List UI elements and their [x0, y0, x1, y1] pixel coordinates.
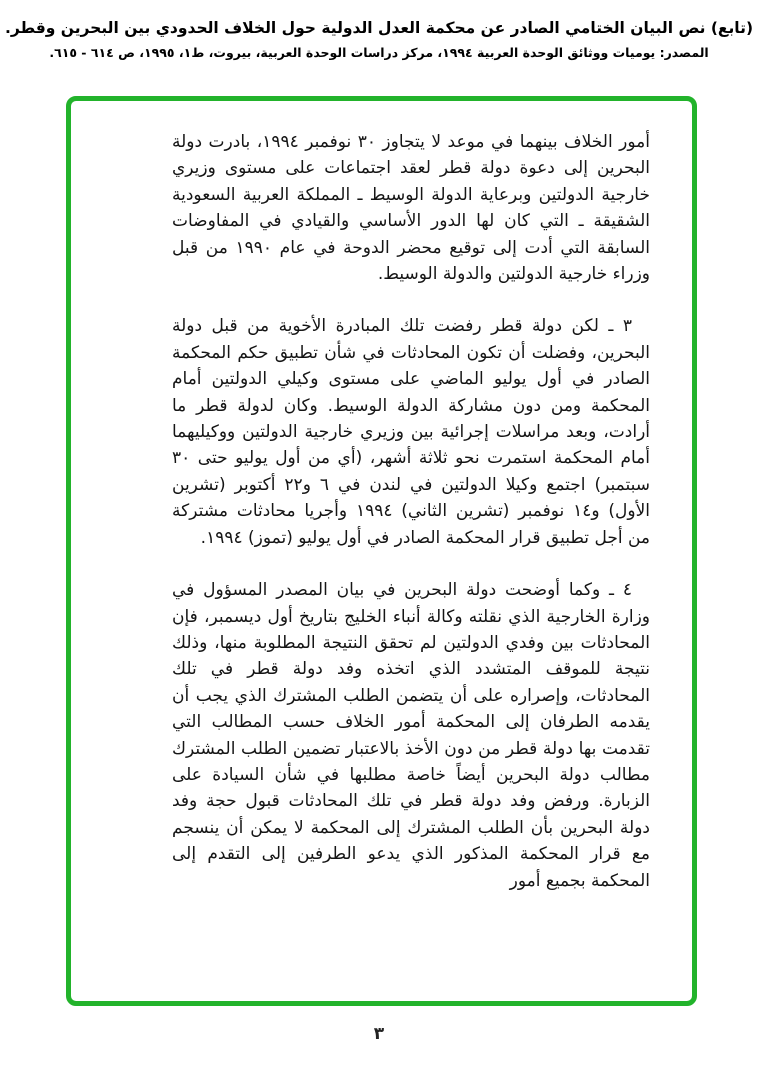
- page-header: [0, 16, 758, 60]
- document-source-citation: المصدر: يوميات ووثائق الوحدة العربية ١٩٩٤، مركز دراسات الوحدة العربية، بيروت، ط١، ١٩٩٥، ص ٦١٤ - ٦١٥.: [49, 44, 709, 60]
- paragraph-item-3: ٣ ـ لكن دولة قطر رفضت تلك المبادرة الأخوية من قبل دولة البحرين، وفضلت أن تكون المحادثات في شأن تطبيق حكم المحكمة الصادر في أول يوليو الماضي على مستوى وكيلي الدولتين أمام المحكمة ومن دون مشاركة الدولة الوسيط. وكان لدولة قطر ما أرادت، وبعد مراسلات إجرائية بين وزيري خارجية الدولتين ووكيليهما أمام المحكمة استمرت نحو ثلاثة أشهر، (أي من أول يوليو حتى ٣٠ سبتمبر) اجتمع وكيلا الدولتين في لندن في ٦ و٢٢ أكتوبر (تشرين الأول) و١٤ نوفمبر (تشرين الثاني) ١٩٩٤ وأجريا محادثات مشتركة من أجل تطبيق قرار المحكمة الصادر في أول يوليو (تموز) ١٩٩٤.: [172, 316, 650, 548]
- green-border-frame: [66, 96, 697, 1006]
- body-text-column: [172, 129, 650, 894]
- paragraph-continuation: أمور الخلاف بينهما في موعد لا يتجاوز ٣٠ نوفمبر ١٩٩٤، بادرت دولة البحرين إلى دعوة دولة قطر لعقد اجتماعات على مستوى وزيري خارجية الدولتين وبرعاية الدولة الوسيط ـ المملكة العربية السعودية الشقيقة ـ التي كان لها الدور الأساسي والقيادي في المفاوضات السابقة التي أدت إلى توقيع محضر الدوحة في عام ١٩٩٠ من قبل وزراء خارجية الدولتين والدولة الوسيط.: [172, 132, 650, 285]
- document-title: (تابع) نص البيان الختامي الصادر عن محكمة العدل الدولية حول الخلاف الحدودي بين البحرين وقطر.: [4, 19, 754, 37]
- page-number: ٣: [373, 1024, 385, 1044]
- paragraph-item-4: ٤ ـ وكما أوضحت دولة البحرين في بيان المصدر المسؤول في وزارة الخارجية الذي نقلته وكالة أنباء الخليج بتاريخ أول ديسمبر، فإن المحادثات بين وفدي الدولتين لم تحقق النتيجة المطلوبة منها، وذلك نتيجة للموقف المتشدد الذي اتخذه وفد دولة قطر في تلك المحادثات، وإصراره على أن يتضمن الطلب المشترك الذي يجب أن يقدمه الطرفان إلى المحكمة أمور الخلاف حسب المطالب التي تقدمت بها دولة قطر من دون الأخذ بالاعتبار تضمين الطلب المشترك مطالب دولة البحرين أيضاً خاصة مطلبها في شأن السيادة على الزبارة. ورفض وفد دولة قطر في تلك المحادثات قبول حجة وفد دولة البحرين بأن الطلب المشترك إلى المحكمة لا يمكن أن ينسجم مع قرار المحكمة المذكور الذي يدعو الطرفين إلى التقدم إلى المحكمة بجميع أمور: [172, 580, 650, 891]
